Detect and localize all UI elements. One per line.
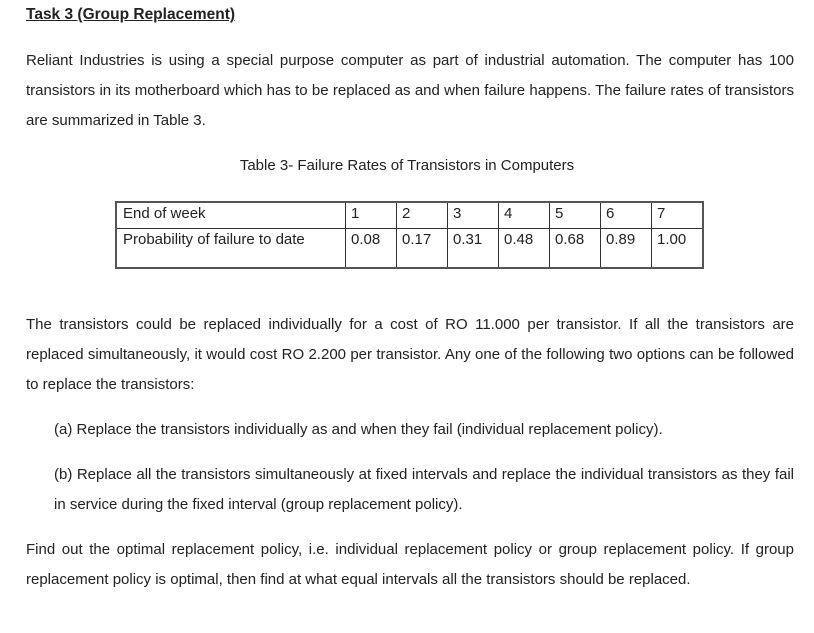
task-title: Task 3 (Group Replacement) [26, 6, 236, 23]
row-label: Probability of failure to date [116, 229, 346, 269]
table-row [116, 229, 703, 269]
probability-cell: 0.31 [448, 229, 499, 269]
week-cell: 3 [448, 202, 499, 229]
table-row [116, 202, 703, 229]
week-cell: 5 [550, 202, 601, 229]
week-cell: 4 [499, 202, 550, 229]
probability-cell: 0.68 [550, 229, 601, 269]
option-b: (b) Replace all the transistors simultaneously at fixed intervals and replace the individual transistors as they fail in service during the fixed interval (group replacement policy). [54, 466, 794, 513]
probability-cell: 0.48 [499, 229, 550, 269]
failure-rate-table [115, 201, 704, 269]
probability-cell: 0.89 [601, 229, 652, 269]
probability-cell: 1.00 [652, 229, 704, 269]
week-cell: 1 [346, 202, 397, 229]
intro-paragraph: Reliant Industries is using a special purpose computer as part of industrial automation. The computer has 100 transistors in its motherboard which has to be replaced as and when failure happens. The failure rates of transistors are summarized in Table 3. [26, 52, 794, 129]
question-paragraph: Find out the optimal replacement policy, i.e. individual replacement policy or group replacement policy. If group replacement policy is optimal, then find at what equal intervals all the transistors should be replaced. [26, 541, 794, 588]
probability-cell: 0.08 [346, 229, 397, 269]
cost-paragraph: The transistors could be replaced individually for a cost of RO 11.000 per transistor. If all the transistors are replaced simultaneously, it would cost RO 2.200 per transistor. Any one of the following two options can be followed to replace the transistors: [26, 316, 794, 393]
table-caption: Table 3- Failure Rates of Transistors in Computers [239, 157, 575, 174]
probability-cell: 0.17 [397, 229, 448, 269]
week-cell: 6 [601, 202, 652, 229]
row-label: End of week [116, 202, 346, 229]
option-a: (a) Replace the transistors individually as and when they fail (individual replacement policy). [54, 421, 663, 438]
week-cell: 2 [397, 202, 448, 229]
week-cell: 7 [652, 202, 704, 229]
